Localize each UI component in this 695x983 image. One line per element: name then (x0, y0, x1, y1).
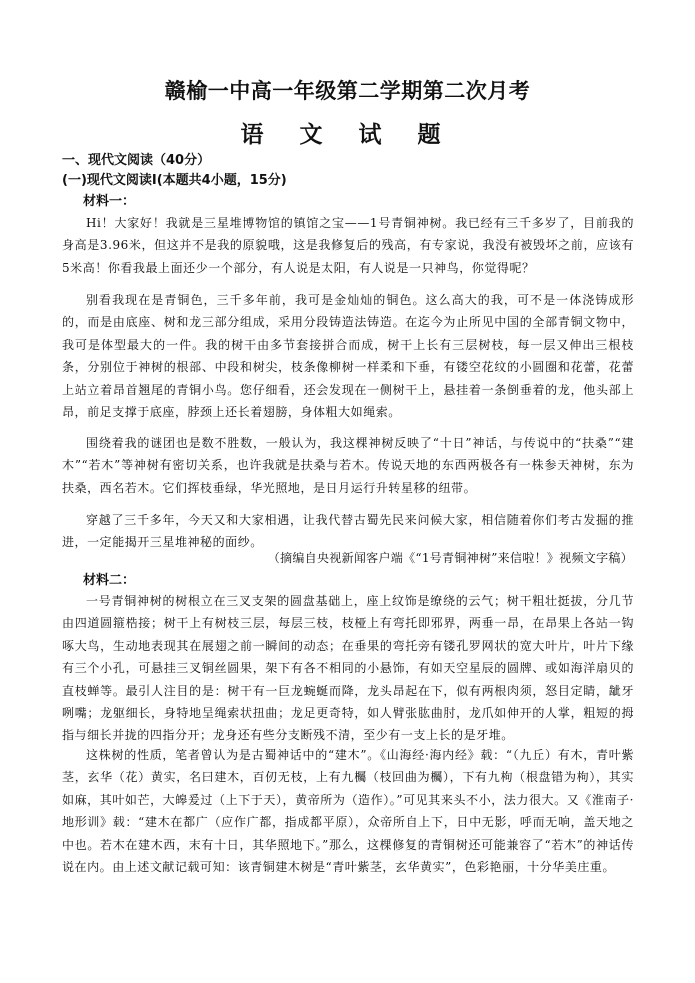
material-one-paragraph: 围绕着我的谜团也是数不胜数，一般认为，我这棵神树反映了“十日”神话，与传说中的“扶桑”“建木”“若木”等神树有密切关系，也许我就是扶桑与若木。传说天地的东西两极各有一株参天神树，东为扶桑，西名若木。它们挥枝垂绿，华光照地，是日月运行升转星移的纽带。 (62, 436, 634, 495)
subsection-heading: (一)现代文阅读Ⅰ(本题共4小题，15分) (62, 173, 287, 188)
material-two-label: 材料二： (83, 573, 136, 588)
material-two-paragraph: 这株树的性质，笔者曾认为是古蜀神话中的“建木”。《山海经·海内经》载：“（九丘）有木，青叶紫茎，玄华（花）黄实，名曰建木，百仞无枝，上有九欘（枝回曲为欘），下有九枸（根盘错为枸），其实如麻，其叶如芒，大皞爰过（上下于天），黄帝所为（造作）。”可见其来头不小，法力很大。又《淮南子·地形训》载：“建木在都广（应作广都，指成都平原），众帝所自上下，日中无影，呼而无响，盖天地之中也。若木在建木西，末有十日，其华照地下。”那么，这棵修复的青铜树还可能兼容了“若木”的神话传说在内。由上述文献记载可知：该青铜建木树是“青叶紫茎，玄华黄实”，色彩艳丽，十分华美庄重。 (62, 748, 634, 875)
material-one-paragraph: 别看我现在是青铜色，三千多年前，我可是金灿灿的铜色。这么高大的我，可不是一体浇铸成形的，而是由底座、树和龙三部分组成，采用分段铸造法铸造。在迄今为止所见中国的全部青铜文物中，我可是体型最大的一件。我的树干由多节套接拼合而成，树干上长有三层树枝，每一层又伸出三根枝条，分别位于神树的根部、中段和树尖，枝条像柳树一样柔和下垂，有镂空花纹的小圆圈和花蕾，花蕾上站立着昂首翘尾的青铜小鸟。您仔细看，还会发现在一侧树干上，悬挂着一条倒垂着的龙，他头部上昂，前足支撑于底座，脖颈上还长着翅膀，身体粗大如绳索。 (62, 293, 634, 420)
material-two-paragraph: 一号青铜神树的树根立在三叉支架的圆盘基础上，座上纹饰是缭绕的云气；树干粗壮挺拔，分几节由四道圆箍梏接；树干上有树枝三层，每层三枝，枝桠上有弯托即邪界，两垂一昂，在昂果上各站一钩啄大鸟，生动地表现其在展翅之前一瞬间的动态；在垂果的弯托旁有镂孔罗网状的宽大叶片，叶片下缘有三个小孔，可悬挂三叉铜丝圆果，架下有各不相同的小悬饰，有如天空星辰的圆牌、或如海洋扇贝的直枝蝉等。最引人注目的是：树干有一巨龙蜿蜒而降，龙头昂起在下，似有两根肉须，怒目定睛，龇牙咧嘴；龙躯细长，身特地呈绳索状扭曲；龙足更奇特，如人臂张肱曲肘，龙爪如伸开的人掌，粗短的拇指与细长并拢的四指分开；龙身还有些分支断残不清，至少有一支上长的是牙堆。 (62, 594, 634, 743)
material-one-source: （摘编自央视新闻客户端《“1号青铜神树”来信啦！》视频文字稿） (267, 551, 633, 565)
material-one-paragraph: 穿越了三千多年，今天又和大家相遇，让我代替古蜀先民来问候大家，相信随着你们考古发掘的推进，一定能揭开三星堆神秘的面纱。 (62, 513, 634, 550)
material-one-paragraph: Hi！大家好！我就是三星堆博物馆的镇馆之宝——1号青铜神树。我已经有三千多岁了，目前我的身高是3.96米，但这并不是我的原貌哦，这是我修复后的残高，有专家说，我没有被毁坏之前，应该有5米高！你看我最上面还少一个部分，有人说是太阳，有人说是一只神鸟，你觉得呢？ (62, 216, 634, 275)
section-heading: 一、现代文阅读（40分） (62, 153, 211, 168)
school-exam-title: 赣榆一中高一年级第二学期第二次月考 (164, 78, 531, 103)
material-one-label: 材料一： (83, 194, 136, 209)
subject-title: 语 文 试 题 (240, 121, 455, 148)
